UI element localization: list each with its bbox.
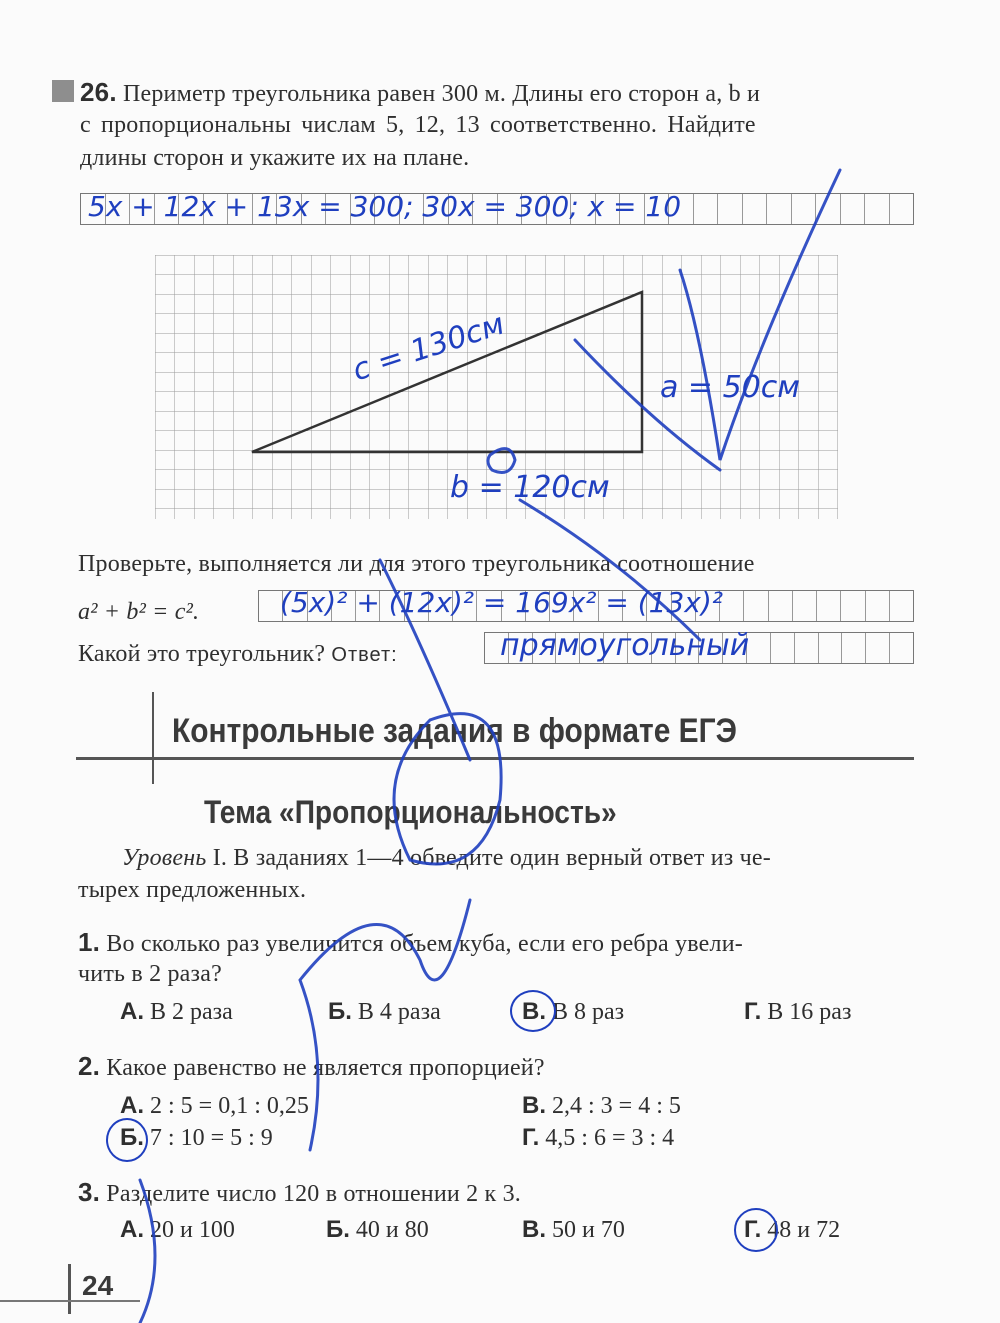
- q1-option-g-text: В 16 раз: [761, 999, 852, 1025]
- handwritten-answer: прямоугольный: [500, 628, 750, 663]
- level-line2: тырех предложенных.: [78, 877, 307, 903]
- q3-option-b-label: Б.: [326, 1216, 350, 1243]
- q1-option-b-label: Б.: [328, 998, 352, 1025]
- q2-text: Какое равенство не является пропорцией?: [106, 1055, 545, 1081]
- section-horizontal-rule: [76, 757, 914, 760]
- q2-number: 2.: [78, 1051, 101, 1081]
- topic-title: Тема «Пропорциональность»: [204, 794, 617, 830]
- q2-option-a[interactable]: [120, 1092, 309, 1120]
- section-vertical-rule: [152, 692, 154, 784]
- level-rest: I. В заданиях 1—4 обведите один верный ответ из че-: [206, 845, 771, 871]
- page-number-base: [0, 1300, 140, 1302]
- answer-label: Ответ:: [331, 644, 398, 666]
- q2-option-g-label: Г.: [522, 1124, 540, 1151]
- q1-answer-circle: [510, 990, 556, 1032]
- q2-option-g[interactable]: [522, 1124, 674, 1152]
- handwritten-a: a = 50см: [660, 370, 800, 405]
- question-text: Какой это треугольник?: [78, 641, 326, 667]
- q3-option-v-label: В.: [522, 1216, 546, 1243]
- handwritten-check: (5x)² + (12x)² = 169x² = (13x)²: [280, 586, 724, 619]
- q1-option-a-label: А.: [120, 998, 144, 1025]
- question-type: [78, 638, 398, 671]
- q2-line1: [78, 1050, 545, 1084]
- q1-option-a[interactable]: [120, 998, 233, 1026]
- check-line1: Проверьте, выполняется ли для этого треугольника соотношение: [78, 551, 755, 577]
- q3-option-a-text: 20 и 100: [144, 1217, 235, 1243]
- q2-option-a-text: 2 : 5 = 0,1 : 0,25: [144, 1093, 309, 1119]
- q2-option-v-label: В.: [522, 1092, 546, 1119]
- q1-text: Во сколько раз увеличится объем куба, если его ребра увели-: [106, 931, 743, 957]
- problem-26-line2: c пропорциональны числам 5, 12, 13 соответственно. Найдите: [80, 112, 756, 138]
- q3-option-g-label: Г.: [744, 1216, 762, 1243]
- q2-option-b-text: 7 : 10 = 5 : 9: [143, 1125, 273, 1151]
- q3-option-g-text: 48 и 72: [761, 1217, 841, 1243]
- check-formula: a² + b² = c².: [78, 599, 200, 625]
- q2-option-v[interactable]: [522, 1092, 681, 1120]
- problem-26-number: 26.: [80, 77, 117, 107]
- handwritten-b: b = 120см: [450, 470, 610, 505]
- handwritten-equation: 5x + 12x + 13x = 300; 30x = 300; x = 10: [88, 190, 682, 223]
- q3-option-a[interactable]: [120, 1216, 235, 1244]
- q1-option-b[interactable]: [328, 998, 441, 1026]
- q3-option-v[interactable]: [522, 1216, 625, 1244]
- q2-option-a-label: А.: [120, 1092, 144, 1119]
- level-italic: Уровень: [122, 845, 207, 871]
- q3-option-a-label: А.: [120, 1216, 144, 1243]
- q3-answer-circle: [734, 1208, 778, 1252]
- q3-text: Разделите число 120 в отношении 2 к 3.: [106, 1181, 521, 1207]
- problem-marker: [52, 80, 74, 102]
- handwritten-c: c = 130см: [348, 306, 509, 389]
- q1-option-g[interactable]: [744, 998, 851, 1026]
- page-number: 24: [82, 1270, 114, 1301]
- q2-answer-circle: [106, 1118, 148, 1162]
- q1-option-v-text: В 8 раз: [546, 999, 625, 1025]
- level-line1: [122, 842, 771, 874]
- q2-option-b-label: Б.: [120, 1124, 144, 1151]
- q3-option-b-text: 40 и 80: [349, 1217, 429, 1243]
- problem-26-line1: [80, 76, 920, 110]
- problem-26-line3: длины сторон и укажите их на плане.: [80, 145, 470, 171]
- q1-option-b-text: В 4 раза: [351, 999, 441, 1025]
- q1-option-g-label: Г.: [744, 998, 762, 1025]
- q1-line2: чить в 2 раза?: [78, 961, 222, 987]
- q2-option-v-text: 2,4 : 3 = 4 : 5: [546, 1093, 681, 1119]
- q3-line1: [78, 1176, 521, 1210]
- q1-number: 1.: [78, 927, 101, 957]
- q1-option-v-label: В.: [522, 998, 546, 1025]
- q3-option-v-text: 50 и 70: [546, 1217, 625, 1243]
- section-title: Контрольные задания в формате ЕГЭ: [172, 712, 737, 750]
- q1-line1: [78, 926, 743, 960]
- q1-option-a-text: В 2 раза: [144, 999, 233, 1025]
- problem-26-text-1: Периметр треугольника равен 300 м. Длины его сторон a, b и: [122, 81, 761, 107]
- q2-option-g-text: 4,5 : 6 = 3 : 4: [539, 1125, 675, 1151]
- q3-number: 3.: [78, 1177, 101, 1207]
- page-number-rule: [68, 1264, 71, 1314]
- q3-option-b[interactable]: [326, 1216, 429, 1244]
